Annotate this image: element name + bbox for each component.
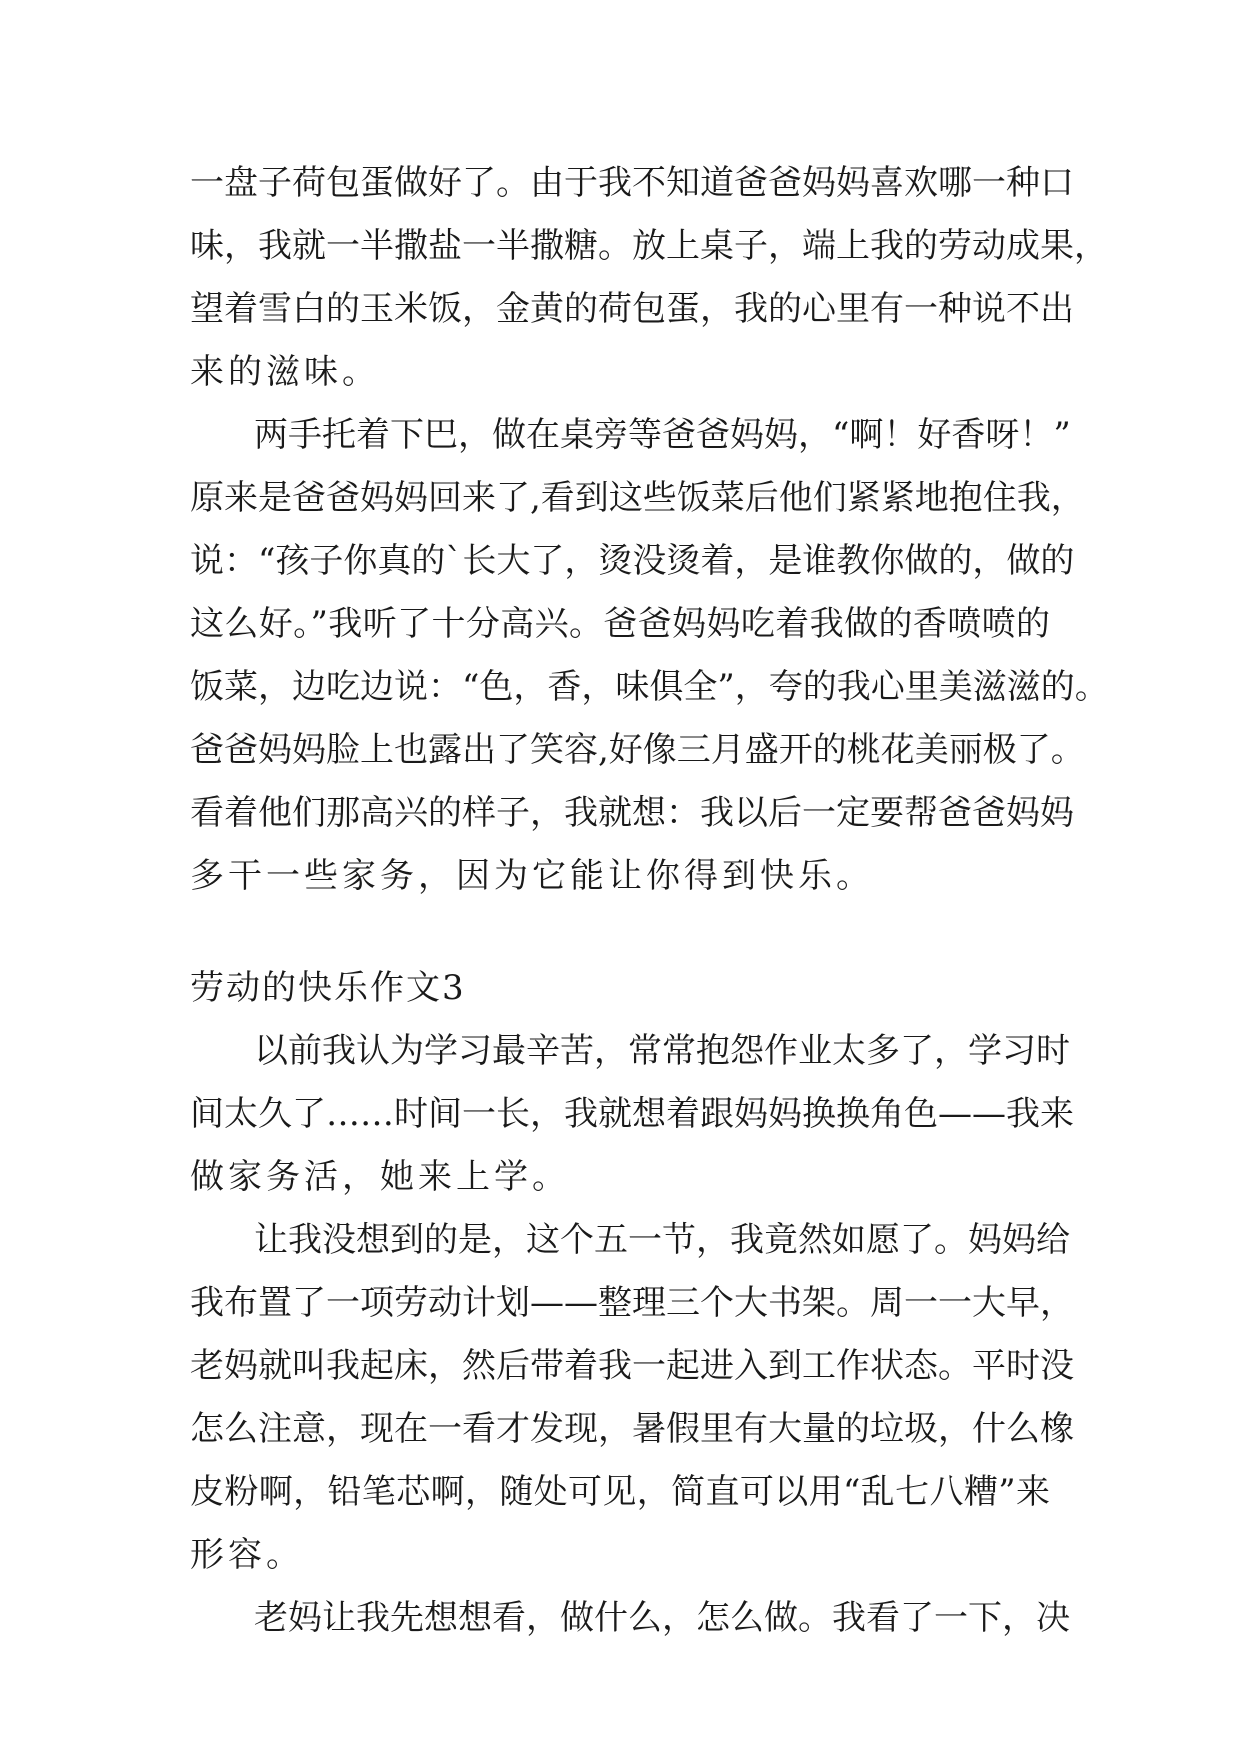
text-line: 味，我就一半撒盐一半撒糖。放上桌子，端上我的劳动成果， (190, 226, 1108, 266)
paragraph-first-line: 以前我认为学习最辛苦，常常抱怨作业太多了，学习时 (254, 1031, 1070, 1071)
text-line: 望着雪白的玉米饭，金黄的荷包蛋，我的心里有一种说不出 (190, 289, 1074, 329)
text-line: 看着他们那高兴的样子，我就想：我以后一定要帮爸爸妈妈 (190, 793, 1074, 833)
section-heading: 劳动的快乐作文3 (190, 968, 466, 1008)
text-line: 间太久了……时间一长，我就想着跟妈妈换换角色——我来 (190, 1094, 1074, 1134)
text-line: 我布置了一项劳动计划——整理三个大书架。周一一大早， (190, 1283, 1074, 1323)
paragraph-first-line: 老妈让我先想想看，做什么，怎么做。我看了一下，决 (254, 1598, 1070, 1638)
text-line: 多干一些家务，因为它能让你得到快乐。 (190, 856, 874, 896)
text-line: 形容。 (190, 1535, 304, 1575)
text-line: 老妈就叫我起床，然后带着我一起进入到工作状态。平时没 (190, 1346, 1074, 1386)
text-line: 一盘子荷包蛋做好了。由于我不知道爸爸妈妈喜欢哪一种口 (190, 163, 1074, 203)
text-line: 做家务活，她来上学。 (190, 1157, 570, 1197)
text-line: 饭菜，边吃边说：“色，香，味俱全”，夸的我心里美滋滋的。 (190, 667, 1109, 707)
paragraph-first-line: 让我没想到的是，这个五一节，我竟然如愿了。妈妈给 (254, 1220, 1070, 1260)
text-line: 爸爸妈妈脸上也露出了笑容,好像三月盛开的桃花美丽极了。 (190, 730, 1085, 770)
text-line: 这么好。”我听了十分高兴。爸爸妈妈吃着我做的香喷喷的 (190, 604, 1050, 644)
text-line: 来的滋味。 (190, 352, 380, 392)
text-line: 皮粉啊，铅笔芯啊，随处可见，简直可以用“乱七八糟”来 (190, 1472, 1050, 1512)
paragraph-first-line: 两手托着下巴，做在桌旁等爸爸妈妈，“啊！好香呀！” (254, 415, 1071, 455)
text-line: 怎么注意，现在一看才发现，暑假里有大量的垃圾，什么橡 (190, 1409, 1074, 1449)
text-line: 原来是爸爸妈妈回来了,看到这些饭菜后他们紧紧地抱住我， (190, 478, 1085, 518)
text-line: 说：“孩子你真的`长大了，烫没烫着，是谁教你做的，做的 (190, 541, 1075, 581)
